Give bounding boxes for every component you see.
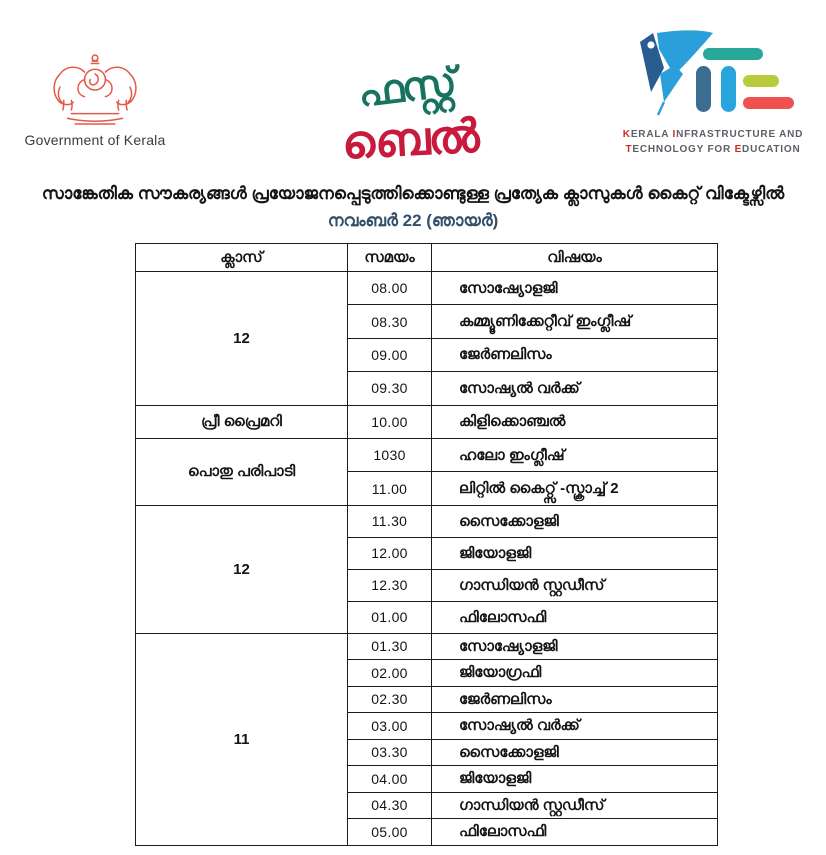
kite-logo-icon bbox=[618, 105, 808, 122]
time-cell: 08.00 bbox=[348, 272, 432, 305]
time-cell: 05.00 bbox=[348, 819, 432, 846]
table-row bbox=[136, 633, 718, 660]
subject-cell: ജിയോളജി bbox=[432, 766, 718, 793]
time-cell: 1030 bbox=[348, 438, 432, 471]
class-cell: 11 bbox=[136, 633, 348, 845]
table-row bbox=[136, 272, 718, 305]
time-cell: 11.00 bbox=[348, 472, 432, 505]
time-cell: 04.00 bbox=[348, 766, 432, 793]
time-cell: 03.30 bbox=[348, 739, 432, 766]
class-cell: പ്രീ പ്രൈമറി bbox=[136, 405, 348, 438]
govt-kerala-caption: Government of Kerala bbox=[24, 132, 166, 148]
time-cell: 03.00 bbox=[348, 713, 432, 740]
govt-kerala-block bbox=[10, 50, 180, 148]
kite-caption-line1 bbox=[613, 127, 813, 142]
time-cell: 12.30 bbox=[348, 569, 432, 601]
date-subtitle: നവംബർ 22 (ഞായർ) bbox=[327, 211, 499, 230]
time-cell: 01.00 bbox=[348, 601, 432, 633]
kite-caption-and: AND bbox=[779, 129, 804, 140]
kite-caption-e: E bbox=[734, 144, 743, 155]
col-header-time: സമയം bbox=[348, 244, 432, 272]
subject-cell: ഗാന്ധിയൻ സ്റ്റഡീസ് bbox=[432, 569, 718, 601]
subject-cell: ലിറ്റിൽ കൈറ്റ്സ് -സ്ക്രാച്ച് 2 bbox=[432, 472, 718, 505]
col-header-subject: വിഷയം bbox=[432, 244, 718, 272]
subject-cell: സോഷ്യൽ വർക്ക് bbox=[432, 713, 718, 740]
class-cell: പൊതു പരിപാടി bbox=[136, 438, 348, 505]
time-cell: 12.00 bbox=[348, 537, 432, 569]
time-cell: 11.30 bbox=[348, 505, 432, 537]
subject-cell: സോഷ്യോളജി bbox=[432, 272, 718, 305]
kite-caption-nfrastructure: NFRASTRUCTURE bbox=[676, 129, 780, 140]
firstbell-word2: ബെൽ bbox=[340, 109, 479, 169]
main-title: സാങ്കേതിക സൗകര്യങ്ങൾ പ്രയോജനപ്പെടുത്തിക്കൊണ്ടുള്ള പ്രത്യേക ക്ലാസുകൾ കൈറ്റ് വിക്ടേഴ്സിൽ bbox=[41, 184, 785, 203]
table-row bbox=[136, 405, 718, 438]
subject-cell: ജേർണലിസം bbox=[432, 686, 718, 713]
time-cell: 02.00 bbox=[348, 660, 432, 687]
kite-logo-block bbox=[613, 30, 813, 157]
kite-caption-ducation: DUCATION bbox=[742, 144, 801, 155]
table-header-row bbox=[136, 244, 718, 272]
kite-caption-k: K bbox=[622, 129, 631, 140]
kite-caption-i: I bbox=[672, 129, 677, 140]
subject-cell: സോഷ്യോളജി bbox=[432, 633, 718, 660]
kite-caption bbox=[613, 127, 813, 157]
time-cell: 09.30 bbox=[348, 372, 432, 405]
firstbell-word1: ഫസ്റ്റ് bbox=[355, 60, 457, 116]
kite-caption-line2 bbox=[613, 142, 813, 157]
subject-cell: ഹലോ ഇംഗ്ലീഷ് bbox=[432, 438, 718, 471]
subject-cell: ജിയോളജി bbox=[432, 537, 718, 569]
col-header-class: ക്ലാസ് bbox=[136, 244, 348, 272]
schedule-table bbox=[135, 243, 718, 846]
kite-caption-t: T bbox=[625, 144, 633, 155]
subject-cell: സൈക്കോളജി bbox=[432, 739, 718, 766]
subject-cell: സോഷ്യൽ വർക്ക് bbox=[432, 372, 718, 405]
kite-caption-echnology: ECHNOLOGY bbox=[632, 144, 708, 155]
subject-cell: കിളിക്കൊഞ്ചൽ bbox=[432, 405, 718, 438]
table-row bbox=[136, 438, 718, 471]
subject-cell: ഗാന്ധിയൻ സ്റ്റഡീസ് bbox=[432, 792, 718, 819]
time-cell: 04.30 bbox=[348, 792, 432, 819]
kite-caption-for: FOR bbox=[707, 144, 735, 155]
subject-cell: ജിയോഗ്രഫി bbox=[432, 660, 718, 687]
subject-cell: ഫിലോസഫി bbox=[432, 601, 718, 633]
table-row bbox=[136, 505, 718, 537]
time-cell: 09.00 bbox=[348, 338, 432, 371]
time-cell: 02.30 bbox=[348, 686, 432, 713]
time-cell: 01.30 bbox=[348, 633, 432, 660]
time-cell: 08.30 bbox=[348, 305, 432, 338]
subject-cell: സൈക്കോളജി bbox=[432, 505, 718, 537]
firstbell-logo bbox=[336, 60, 506, 178]
kerala-emblem-icon bbox=[10, 50, 180, 130]
subject-cell: ഫിലോസഫി bbox=[432, 819, 718, 846]
kite-caption-erala: ERALA bbox=[630, 129, 673, 140]
subject-cell: കമ്മ്യൂണിക്കേറ്റീവ് ഇംഗ്ലീഷ് bbox=[432, 305, 718, 338]
time-cell: 10.00 bbox=[348, 405, 432, 438]
class-cell: 12 bbox=[136, 272, 348, 406]
class-cell: 12 bbox=[136, 505, 348, 633]
subject-cell: ജേർണലിസം bbox=[432, 338, 718, 371]
